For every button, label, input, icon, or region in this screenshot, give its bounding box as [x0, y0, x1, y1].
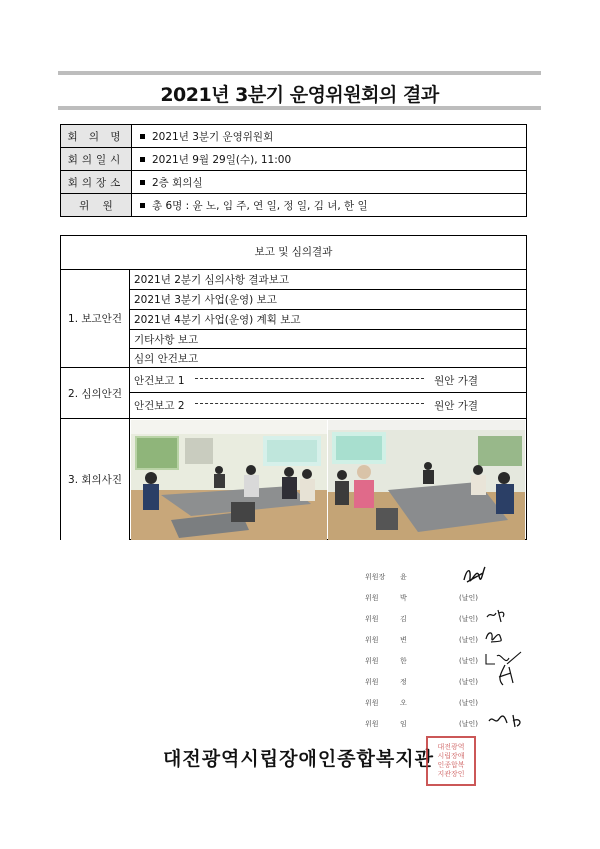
signer-role: 위원 — [365, 615, 379, 623]
meeting-info-table — [60, 124, 527, 217]
info-row — [61, 125, 527, 148]
info-label: 위 원 — [61, 194, 132, 217]
meeting-place: 2층 회의실 — [152, 176, 203, 189]
results-header: 보고 및 심의결과 — [61, 236, 526, 270]
title-underline — [58, 106, 541, 110]
agenda-result: 원안 가결 — [434, 374, 478, 387]
signer-role: 위원 — [365, 699, 379, 707]
info-row — [61, 171, 527, 194]
seal-placeholder: (날인) — [459, 678, 478, 686]
signature-mark — [461, 564, 487, 586]
official-seal-stamp: 대전광역 시립장애 인종합복 지관장인 — [426, 736, 476, 786]
signature-mark — [483, 627, 505, 645]
info-label: 회의일시 — [61, 148, 132, 171]
dashed-leader — [195, 403, 424, 404]
section-label: 1. 보고안건 — [61, 270, 130, 367]
signer-name: 변 — [400, 636, 407, 644]
signer-name: 오 — [400, 699, 407, 707]
signer-name: 윤 — [400, 573, 407, 581]
signer-role: 위원 — [365, 636, 379, 644]
signature-mark — [487, 711, 527, 731]
signer-role: 위원장 — [365, 573, 386, 581]
signature-mark — [493, 663, 517, 689]
info-row — [61, 194, 527, 217]
bullet-square-icon — [140, 134, 145, 139]
info-value — [132, 171, 527, 194]
signer-name: 김 — [400, 615, 407, 623]
section-report — [61, 269, 526, 367]
dashed-leader — [195, 378, 424, 379]
agenda-item — [130, 393, 526, 418]
meeting-photo-2 — [328, 420, 525, 540]
report-item: 2021년 2분기 심의사항 결과보고 — [130, 270, 526, 290]
seal-placeholder: (날인) — [459, 720, 478, 728]
bullet-square-icon — [140, 180, 145, 185]
signer-name: 박 — [400, 594, 407, 602]
signer-role: 위원 — [365, 678, 379, 686]
seal-placeholder: (날인) — [459, 594, 478, 602]
meeting-photo-1 — [131, 420, 327, 540]
agenda-result: 원안 가결 — [434, 400, 478, 412]
page-title: 2021년 3분기 운영위원회의 결과 — [160, 84, 439, 106]
committee-members: 총 6명 : 윤 노, 임 주, 연 일, 정 일, 김 녀, 한 일 — [152, 199, 368, 212]
seal-placeholder: (날인) — [459, 636, 478, 644]
info-value — [132, 194, 527, 217]
results-box — [60, 235, 527, 540]
signer-name: 임 — [400, 720, 407, 728]
report-item: 2021년 4분기 사업(운영) 계획 보고 — [130, 310, 526, 330]
seal-placeholder: (날인) — [459, 615, 478, 623]
organization-name: 대전광역시립장애인종합복지관 — [163, 748, 434, 770]
agenda-item — [130, 368, 526, 393]
info-label: 회 의 명 — [61, 125, 132, 148]
seal-placeholder: (날인) — [459, 699, 478, 707]
report-item: 심의 안건보고 — [134, 352, 199, 365]
section-photos — [61, 418, 526, 540]
signer-role: 위원 — [365, 594, 379, 602]
meeting-name: 2021년 3분기 운영위원회 — [152, 130, 274, 143]
info-label: 회의장소 — [61, 171, 132, 194]
signer-name: 정 — [400, 678, 407, 686]
agenda-name: 안건보고 1 — [134, 374, 185, 387]
report-item: 기타사항 보고 — [130, 330, 526, 349]
signer-name: 한 — [400, 657, 407, 665]
bullet-square-icon — [140, 203, 145, 208]
meeting-datetime: 2021년 9월 29일(수), 11:00 — [152, 153, 292, 166]
info-row — [61, 148, 527, 171]
section-label: 3. 회의사진 — [61, 419, 130, 540]
info-value — [132, 148, 527, 171]
agenda-name: 안건보고 2 — [134, 400, 185, 412]
report-item: 2021년 3분기 사업(운영) 보고 — [130, 290, 526, 310]
signer-role: 위원 — [365, 657, 379, 665]
section-label: 2. 심의안건 — [61, 368, 130, 418]
info-value — [132, 125, 527, 148]
signature-mark — [485, 607, 507, 625]
signer-role: 위원 — [365, 720, 379, 728]
bullet-square-icon — [140, 157, 145, 162]
top-rule — [58, 71, 541, 75]
seal-placeholder: (날인) — [459, 657, 478, 665]
section-deliberation — [61, 367, 526, 418]
